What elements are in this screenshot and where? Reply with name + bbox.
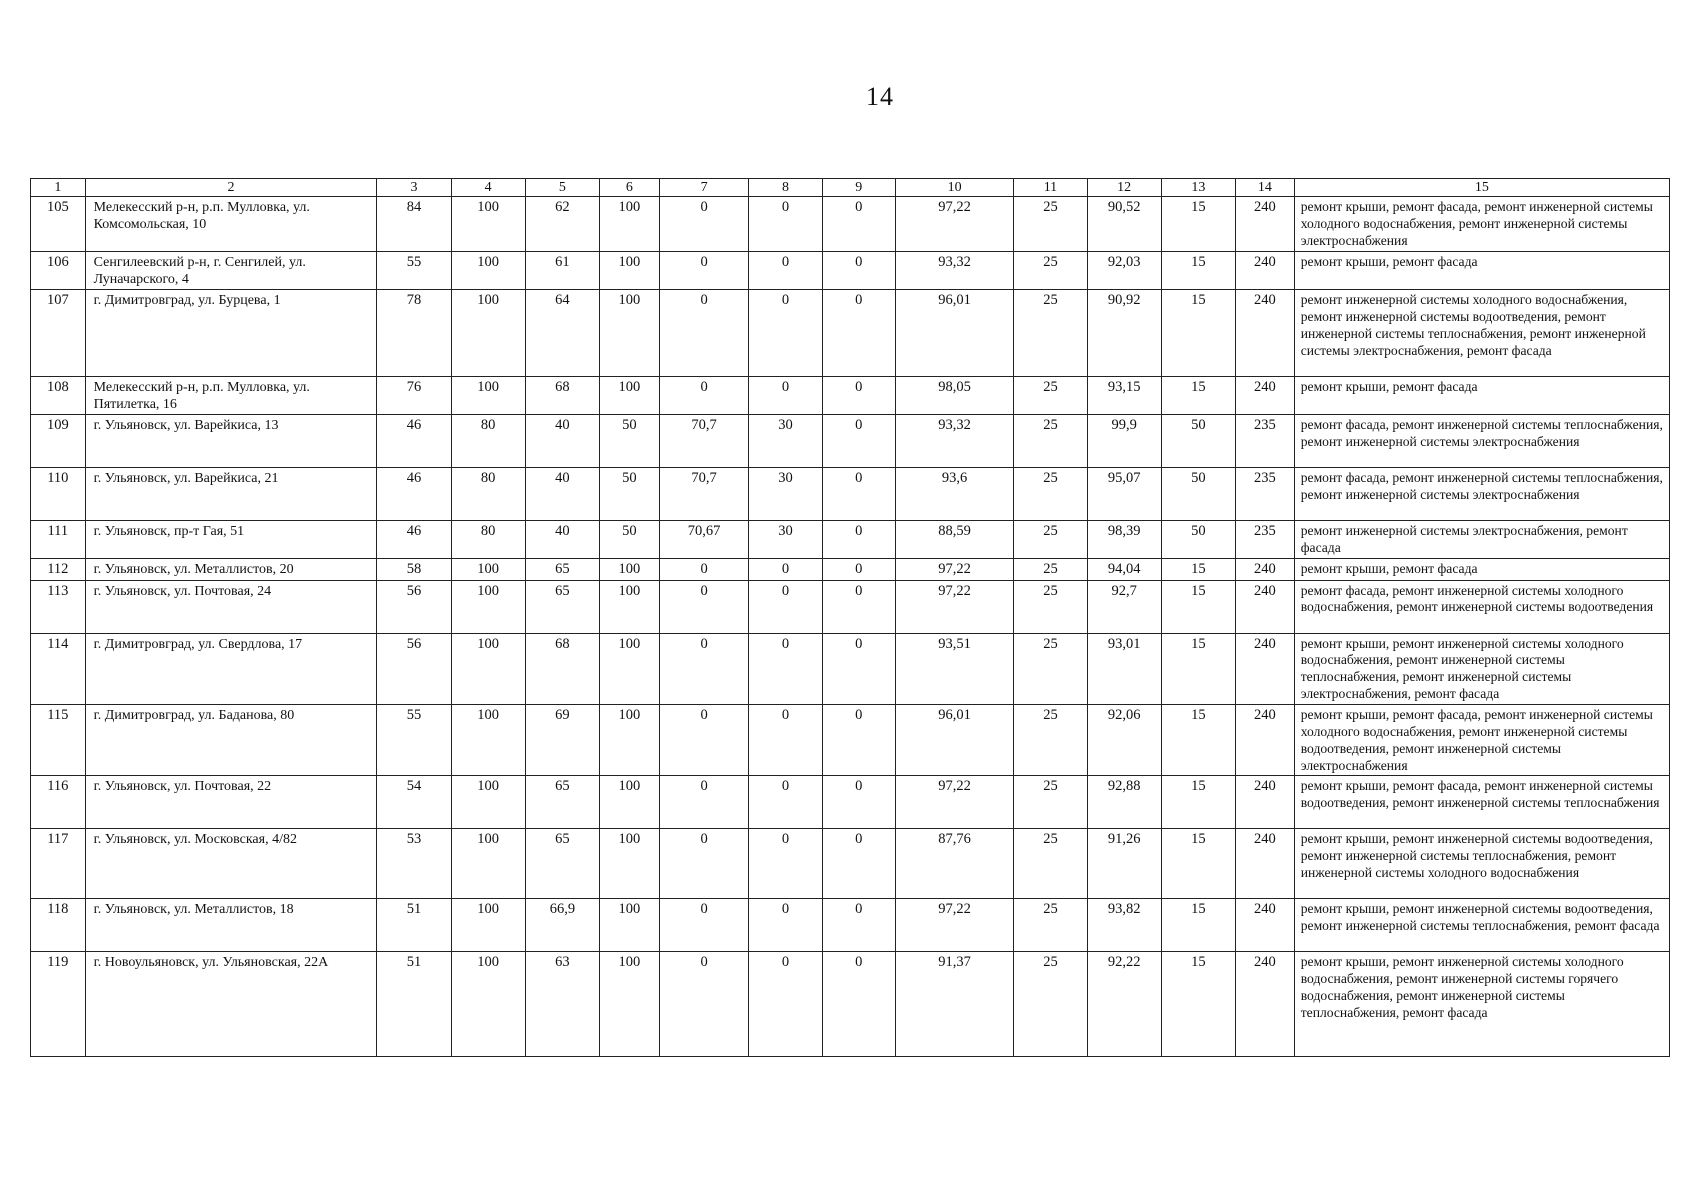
table-row bbox=[31, 290, 1670, 377]
table-row bbox=[31, 197, 1670, 252]
value-cell: 240 bbox=[1235, 952, 1294, 1057]
value-cell: 88,59 bbox=[895, 521, 1014, 559]
value-cell: 0 bbox=[822, 251, 895, 289]
value-cell: 100 bbox=[600, 580, 660, 633]
value-cell: 100 bbox=[451, 704, 525, 775]
value-cell: 0 bbox=[659, 251, 749, 289]
value-cell: 0 bbox=[659, 829, 749, 899]
value-cell: 0 bbox=[822, 899, 895, 952]
value-cell: 25 bbox=[1014, 521, 1087, 559]
value-cell: 40 bbox=[525, 521, 599, 559]
value-cell: 97,22 bbox=[895, 580, 1014, 633]
value-cell: 0 bbox=[749, 829, 822, 899]
value-cell: 76 bbox=[377, 377, 451, 415]
address-cell: г. Ульяновск, пр-т Гая, 51 bbox=[85, 521, 377, 559]
value-cell: 235 bbox=[1235, 521, 1294, 559]
value-cell: 78 bbox=[377, 290, 451, 377]
table-row bbox=[31, 251, 1670, 289]
value-cell: 80 bbox=[451, 521, 525, 559]
value-cell: 100 bbox=[600, 829, 660, 899]
value-cell: 15 bbox=[1161, 704, 1235, 775]
value-cell: 65 bbox=[525, 829, 599, 899]
value-cell: 92,88 bbox=[1087, 776, 1161, 829]
value-cell: 25 bbox=[1014, 197, 1087, 252]
works-cell: ремонт инженерной системы электроснабжения, ремонт фасада bbox=[1294, 521, 1669, 559]
table-row bbox=[31, 704, 1670, 775]
value-cell: 240 bbox=[1235, 829, 1294, 899]
value-cell: 70,7 bbox=[659, 468, 749, 521]
header-row bbox=[31, 179, 1670, 197]
value-cell: 100 bbox=[451, 899, 525, 952]
value-cell: 25 bbox=[1014, 558, 1087, 580]
row-number: 118 bbox=[31, 899, 86, 952]
value-cell: 93,32 bbox=[895, 251, 1014, 289]
value-cell: 50 bbox=[1161, 521, 1235, 559]
value-cell: 240 bbox=[1235, 633, 1294, 704]
value-cell: 0 bbox=[749, 704, 822, 775]
table-row bbox=[31, 829, 1670, 899]
value-cell: 100 bbox=[451, 251, 525, 289]
value-cell: 0 bbox=[822, 704, 895, 775]
value-cell: 50 bbox=[1161, 415, 1235, 468]
value-cell: 68 bbox=[525, 633, 599, 704]
value-cell: 15 bbox=[1161, 377, 1235, 415]
column-header: 14 bbox=[1235, 179, 1294, 197]
register-table bbox=[30, 178, 1670, 1057]
value-cell: 92,22 bbox=[1087, 952, 1161, 1057]
address-cell: г. Димитровград, ул. Баданова, 80 bbox=[85, 704, 377, 775]
address-cell: г. Ульяновск, ул. Варейкиса, 21 bbox=[85, 468, 377, 521]
works-cell: ремонт крыши, ремонт фасада bbox=[1294, 377, 1669, 415]
value-cell: 15 bbox=[1161, 952, 1235, 1057]
value-cell: 93,01 bbox=[1087, 633, 1161, 704]
value-cell: 51 bbox=[377, 899, 451, 952]
table-row bbox=[31, 580, 1670, 633]
column-header: 11 bbox=[1014, 179, 1087, 197]
table-row bbox=[31, 558, 1670, 580]
value-cell: 25 bbox=[1014, 415, 1087, 468]
value-cell: 50 bbox=[600, 521, 660, 559]
value-cell: 90,52 bbox=[1087, 197, 1161, 252]
value-cell: 56 bbox=[377, 580, 451, 633]
value-cell: 65 bbox=[525, 558, 599, 580]
value-cell: 64 bbox=[525, 290, 599, 377]
table-row bbox=[31, 468, 1670, 521]
value-cell: 0 bbox=[659, 290, 749, 377]
value-cell: 50 bbox=[600, 468, 660, 521]
column-header: 1 bbox=[31, 179, 86, 197]
value-cell: 92,03 bbox=[1087, 251, 1161, 289]
column-header: 8 bbox=[749, 179, 822, 197]
value-cell: 0 bbox=[822, 776, 895, 829]
column-header: 6 bbox=[600, 179, 660, 197]
value-cell: 99,9 bbox=[1087, 415, 1161, 468]
row-number: 114 bbox=[31, 633, 86, 704]
value-cell: 96,01 bbox=[895, 290, 1014, 377]
value-cell: 25 bbox=[1014, 899, 1087, 952]
value-cell: 25 bbox=[1014, 468, 1087, 521]
value-cell: 90,92 bbox=[1087, 290, 1161, 377]
column-header: 15 bbox=[1294, 179, 1669, 197]
value-cell: 58 bbox=[377, 558, 451, 580]
value-cell: 0 bbox=[749, 377, 822, 415]
row-number: 106 bbox=[31, 251, 86, 289]
value-cell: 0 bbox=[822, 521, 895, 559]
table-row bbox=[31, 633, 1670, 704]
value-cell: 91,37 bbox=[895, 952, 1014, 1057]
value-cell: 25 bbox=[1014, 251, 1087, 289]
value-cell: 240 bbox=[1235, 251, 1294, 289]
value-cell: 240 bbox=[1235, 899, 1294, 952]
value-cell: 100 bbox=[451, 377, 525, 415]
row-number: 113 bbox=[31, 580, 86, 633]
row-number: 108 bbox=[31, 377, 86, 415]
value-cell: 25 bbox=[1014, 580, 1087, 633]
value-cell: 0 bbox=[822, 197, 895, 252]
value-cell: 240 bbox=[1235, 558, 1294, 580]
value-cell: 240 bbox=[1235, 776, 1294, 829]
works-cell: ремонт фасада, ремонт инженерной системы теплоснабжения, ремонт инженерной системы электроснабжения bbox=[1294, 468, 1669, 521]
value-cell: 46 bbox=[377, 415, 451, 468]
value-cell: 61 bbox=[525, 251, 599, 289]
value-cell: 0 bbox=[659, 776, 749, 829]
column-header: 13 bbox=[1161, 179, 1235, 197]
table-row bbox=[31, 415, 1670, 468]
value-cell: 97,22 bbox=[895, 899, 1014, 952]
value-cell: 0 bbox=[659, 377, 749, 415]
column-header: 7 bbox=[659, 179, 749, 197]
value-cell: 68 bbox=[525, 377, 599, 415]
value-cell: 100 bbox=[451, 952, 525, 1057]
row-number: 111 bbox=[31, 521, 86, 559]
value-cell: 93,32 bbox=[895, 415, 1014, 468]
value-cell: 55 bbox=[377, 251, 451, 289]
row-number: 115 bbox=[31, 704, 86, 775]
value-cell: 100 bbox=[600, 377, 660, 415]
table-row bbox=[31, 899, 1670, 952]
value-cell: 97,22 bbox=[895, 197, 1014, 252]
value-cell: 100 bbox=[600, 251, 660, 289]
value-cell: 98,05 bbox=[895, 377, 1014, 415]
value-cell: 100 bbox=[600, 633, 660, 704]
row-number: 119 bbox=[31, 952, 86, 1057]
value-cell: 51 bbox=[377, 952, 451, 1057]
column-header: 9 bbox=[822, 179, 895, 197]
row-number: 112 bbox=[31, 558, 86, 580]
value-cell: 235 bbox=[1235, 468, 1294, 521]
address-cell: Мелекесский р-н, р.п. Мулловка, ул. Пятилетка, 16 bbox=[85, 377, 377, 415]
works-cell: ремонт крыши, ремонт инженерной системы водоотведения, ремонт инженерной системы теплоснабжения, ремонт фасада bbox=[1294, 899, 1669, 952]
value-cell: 100 bbox=[451, 580, 525, 633]
value-cell: 240 bbox=[1235, 580, 1294, 633]
value-cell: 93,82 bbox=[1087, 899, 1161, 952]
value-cell: 0 bbox=[822, 952, 895, 1057]
value-cell: 100 bbox=[451, 290, 525, 377]
value-cell: 40 bbox=[525, 468, 599, 521]
value-cell: 0 bbox=[659, 580, 749, 633]
value-cell: 25 bbox=[1014, 952, 1087, 1057]
value-cell: 62 bbox=[525, 197, 599, 252]
value-cell: 0 bbox=[822, 558, 895, 580]
table-row bbox=[31, 521, 1670, 559]
value-cell: 0 bbox=[659, 633, 749, 704]
value-cell: 100 bbox=[451, 633, 525, 704]
value-cell: 240 bbox=[1235, 377, 1294, 415]
value-cell: 0 bbox=[749, 197, 822, 252]
value-cell: 53 bbox=[377, 829, 451, 899]
address-cell: г. Новоульяновск, ул. Ульяновская, 22А bbox=[85, 952, 377, 1057]
row-number: 107 bbox=[31, 290, 86, 377]
value-cell: 84 bbox=[377, 197, 451, 252]
value-cell: 0 bbox=[749, 558, 822, 580]
value-cell: 93,6 bbox=[895, 468, 1014, 521]
value-cell: 25 bbox=[1014, 776, 1087, 829]
value-cell: 100 bbox=[600, 197, 660, 252]
column-header: 12 bbox=[1087, 179, 1161, 197]
value-cell: 50 bbox=[600, 415, 660, 468]
works-cell: ремонт инженерной системы холодного водоснабжения, ремонт инженерной системы водоотведения, ремонт инженерной системы теплоснабжения, ремонт инженерной системы электроснабжения, ремонт фасада bbox=[1294, 290, 1669, 377]
row-number: 116 bbox=[31, 776, 86, 829]
value-cell: 80 bbox=[451, 415, 525, 468]
value-cell: 0 bbox=[659, 899, 749, 952]
value-cell: 97,22 bbox=[895, 558, 1014, 580]
value-cell: 0 bbox=[822, 290, 895, 377]
works-cell: ремонт фасада, ремонт инженерной системы холодного водоснабжения, ремонт инженерной системы водоотведения bbox=[1294, 580, 1669, 633]
value-cell: 100 bbox=[600, 290, 660, 377]
value-cell: 93,51 bbox=[895, 633, 1014, 704]
works-cell: ремонт крыши, ремонт фасада bbox=[1294, 251, 1669, 289]
value-cell: 0 bbox=[749, 580, 822, 633]
value-cell: 100 bbox=[600, 776, 660, 829]
value-cell: 240 bbox=[1235, 290, 1294, 377]
register-sheet bbox=[30, 178, 1670, 1057]
value-cell: 15 bbox=[1161, 197, 1235, 252]
value-cell: 240 bbox=[1235, 197, 1294, 252]
value-cell: 100 bbox=[600, 899, 660, 952]
value-cell: 66,9 bbox=[525, 899, 599, 952]
value-cell: 63 bbox=[525, 952, 599, 1057]
value-cell: 54 bbox=[377, 776, 451, 829]
value-cell: 65 bbox=[525, 580, 599, 633]
value-cell: 0 bbox=[659, 197, 749, 252]
value-cell: 15 bbox=[1161, 251, 1235, 289]
value-cell: 0 bbox=[659, 952, 749, 1057]
value-cell: 15 bbox=[1161, 776, 1235, 829]
address-cell: г. Ульяновск, ул. Металлистов, 18 bbox=[85, 899, 377, 952]
address-cell: г. Ульяновск, ул. Почтовая, 22 bbox=[85, 776, 377, 829]
value-cell: 92,7 bbox=[1087, 580, 1161, 633]
value-cell: 30 bbox=[749, 468, 822, 521]
column-header: 5 bbox=[525, 179, 599, 197]
value-cell: 0 bbox=[749, 251, 822, 289]
value-cell: 0 bbox=[749, 776, 822, 829]
value-cell: 97,22 bbox=[895, 776, 1014, 829]
value-cell: 30 bbox=[749, 415, 822, 468]
works-cell: ремонт крыши, ремонт инженерной системы водоотведения, ремонт инженерной системы теплоснабжения, ремонт инженерной системы холодного водоснабжения bbox=[1294, 829, 1669, 899]
table-row bbox=[31, 952, 1670, 1057]
value-cell: 15 bbox=[1161, 829, 1235, 899]
column-header: 10 bbox=[895, 179, 1014, 197]
value-cell: 93,15 bbox=[1087, 377, 1161, 415]
value-cell: 96,01 bbox=[895, 704, 1014, 775]
value-cell: 69 bbox=[525, 704, 599, 775]
table-row bbox=[31, 776, 1670, 829]
value-cell: 0 bbox=[822, 580, 895, 633]
value-cell: 0 bbox=[749, 633, 822, 704]
value-cell: 0 bbox=[822, 633, 895, 704]
value-cell: 94,04 bbox=[1087, 558, 1161, 580]
value-cell: 25 bbox=[1014, 377, 1087, 415]
value-cell: 0 bbox=[822, 415, 895, 468]
address-cell: Мелекесский р-н, р.п. Мулловка, ул. Комсомольская, 10 bbox=[85, 197, 377, 252]
value-cell: 0 bbox=[749, 952, 822, 1057]
value-cell: 240 bbox=[1235, 704, 1294, 775]
works-cell: ремонт крыши, ремонт фасада, ремонт инженерной системы холодного водоснабжения, ремонт инженерной системы водоотведения, ремонт инженерной системы электроснабжения bbox=[1294, 704, 1669, 775]
value-cell: 100 bbox=[451, 829, 525, 899]
value-cell: 15 bbox=[1161, 558, 1235, 580]
value-cell: 235 bbox=[1235, 415, 1294, 468]
row-number: 105 bbox=[31, 197, 86, 252]
table-body bbox=[31, 197, 1670, 1057]
value-cell: 25 bbox=[1014, 633, 1087, 704]
address-cell: г. Димитровград, ул. Бурцева, 1 bbox=[85, 290, 377, 377]
works-cell: ремонт крыши, ремонт фасада, ремонт инженерной системы холодного водоснабжения, ремонт инженерной системы электроснабжения bbox=[1294, 197, 1669, 252]
value-cell: 0 bbox=[749, 290, 822, 377]
value-cell: 25 bbox=[1014, 829, 1087, 899]
address-cell: г. Ульяновск, ул. Металлистов, 20 bbox=[85, 558, 377, 580]
value-cell: 15 bbox=[1161, 899, 1235, 952]
value-cell: 98,39 bbox=[1087, 521, 1161, 559]
works-cell: ремонт крыши, ремонт фасада, ремонт инженерной системы водоотведения, ремонт инженерной системы теплоснабжения bbox=[1294, 776, 1669, 829]
value-cell: 91,26 bbox=[1087, 829, 1161, 899]
value-cell: 25 bbox=[1014, 704, 1087, 775]
value-cell: 46 bbox=[377, 468, 451, 521]
value-cell: 100 bbox=[600, 704, 660, 775]
value-cell: 80 bbox=[451, 468, 525, 521]
value-cell: 0 bbox=[749, 899, 822, 952]
value-cell: 70,7 bbox=[659, 415, 749, 468]
value-cell: 87,76 bbox=[895, 829, 1014, 899]
works-cell: ремонт фасада, ремонт инженерной системы теплоснабжения, ремонт инженерной системы электроснабжения bbox=[1294, 415, 1669, 468]
value-cell: 40 bbox=[525, 415, 599, 468]
value-cell: 70,67 bbox=[659, 521, 749, 559]
value-cell: 100 bbox=[451, 558, 525, 580]
value-cell: 0 bbox=[822, 468, 895, 521]
page-number: 14 bbox=[866, 82, 894, 111]
row-number: 109 bbox=[31, 415, 86, 468]
table-row bbox=[31, 377, 1670, 415]
value-cell: 92,06 bbox=[1087, 704, 1161, 775]
value-cell: 100 bbox=[451, 776, 525, 829]
value-cell: 100 bbox=[600, 558, 660, 580]
value-cell: 15 bbox=[1161, 633, 1235, 704]
address-cell: г. Ульяновск, ул. Московская, 4/82 bbox=[85, 829, 377, 899]
value-cell: 65 bbox=[525, 776, 599, 829]
value-cell: 15 bbox=[1161, 580, 1235, 633]
value-cell: 95,07 bbox=[1087, 468, 1161, 521]
value-cell: 0 bbox=[659, 558, 749, 580]
value-cell: 50 bbox=[1161, 468, 1235, 521]
address-cell: Сенгилеевский р-н, г. Сенгилей, ул. Луначарского, 4 bbox=[85, 251, 377, 289]
address-cell: г. Ульяновск, ул. Варейкиса, 13 bbox=[85, 415, 377, 468]
value-cell: 56 bbox=[377, 633, 451, 704]
value-cell: 30 bbox=[749, 521, 822, 559]
works-cell: ремонт крыши, ремонт инженерной системы холодного водоснабжения, ремонт инженерной системы теплоснабжения, ремонт инженерной системы электроснабжения, ремонт фасада bbox=[1294, 633, 1669, 704]
address-cell: г. Димитровград, ул. Свердлова, 17 bbox=[85, 633, 377, 704]
column-header: 3 bbox=[377, 179, 451, 197]
value-cell: 100 bbox=[451, 197, 525, 252]
row-number: 110 bbox=[31, 468, 86, 521]
value-cell: 15 bbox=[1161, 290, 1235, 377]
column-header: 2 bbox=[85, 179, 377, 197]
works-cell: ремонт крыши, ремонт инженерной системы холодного водоснабжения, ремонт инженерной системы горячего водоснабжения, ремонт инженерной системы теплоснабжения, ремонт фасада bbox=[1294, 952, 1669, 1057]
value-cell: 55 bbox=[377, 704, 451, 775]
address-cell: г. Ульяновск, ул. Почтовая, 24 bbox=[85, 580, 377, 633]
value-cell: 0 bbox=[822, 377, 895, 415]
row-number: 117 bbox=[31, 829, 86, 899]
value-cell: 25 bbox=[1014, 290, 1087, 377]
works-cell: ремонт крыши, ремонт фасада bbox=[1294, 558, 1669, 580]
value-cell: 100 bbox=[600, 952, 660, 1057]
value-cell: 0 bbox=[659, 704, 749, 775]
value-cell: 0 bbox=[822, 829, 895, 899]
value-cell: 46 bbox=[377, 521, 451, 559]
column-header: 4 bbox=[451, 179, 525, 197]
